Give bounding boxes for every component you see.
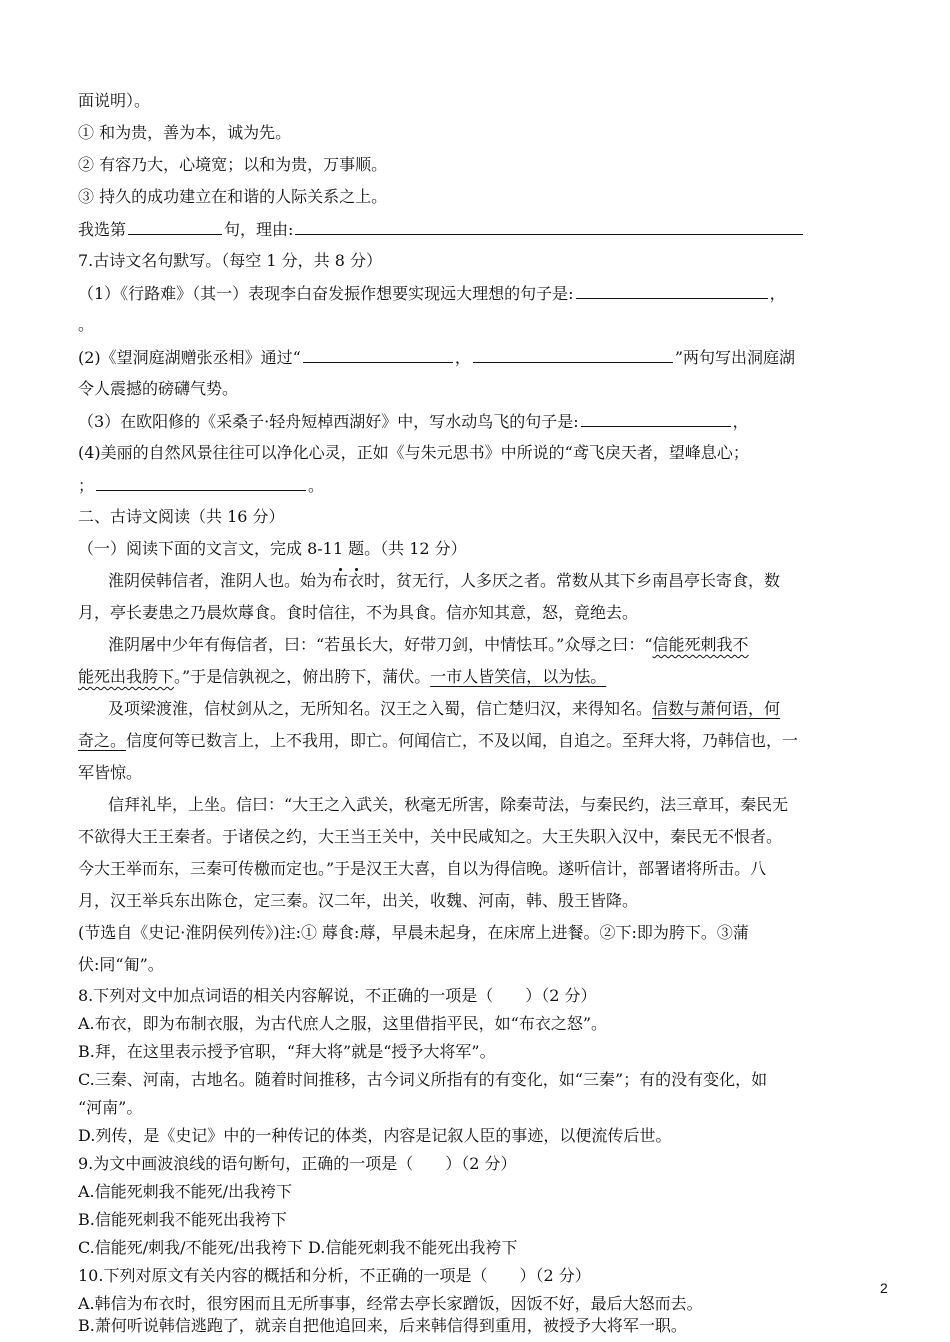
- passage-para-4-l3: [78, 854, 878, 884]
- q7-item-1: [78, 278, 878, 308]
- wavy-underlined-text: 信能死刺我不: [652, 635, 749, 654]
- answer-blank[interactable]: [295, 214, 803, 235]
- passage-para-2: [78, 630, 878, 660]
- q7-item-3: [78, 406, 878, 436]
- q10-option-a: A.韩信为布衣时，很穷困而且无所事事，经常去亭长家蹭饭，因饭不好，最后大怒而去。: [78, 1294, 703, 1313]
- text: 月，亭长妻患之乃晨炊蓐食。食时信往，不为具食。信亦知其意，怒，竟绝去。: [78, 603, 639, 622]
- underlined-text: 信数与萧何语，何: [652, 699, 781, 718]
- text: 淮阴侯韩信者，淮阴人也。始为: [108, 571, 333, 590]
- wavy-underlined-text: 能死出我胯下: [78, 667, 175, 686]
- q7-item-2-cont: [78, 374, 878, 404]
- q8-option-d: [78, 1122, 878, 1150]
- text: 10.下列对原文有关内容的概括和分析，不正确的一项是（ ）（2 分）: [78, 1266, 591, 1285]
- text: D.列传，是《史记》中的一种传记的体类，内容是记叙人臣的事迹，以便流传后世。: [78, 1126, 672, 1145]
- text: ① 和为贵，善为本，诚为先。: [78, 123, 292, 142]
- text: 信度何等已数言上，上不我用，即亡。何闻信亡，不及以闻，自追之。至拜大将，乃韩信也，一: [126, 731, 799, 750]
- text: C.三秦、河南，古地名。随着时间推移，古今词义所指有的有变化，如“三秦”；有的没有变化，如: [78, 1070, 768, 1089]
- text: 8.下列对文中加点词语的相关内容解说，不正确的一项是（ ）（2 分）: [78, 986, 597, 1005]
- q9-option-cd: [78, 1234, 878, 1262]
- q6-option-3: [78, 182, 878, 212]
- text: ③ 持久的成功建立在和谐的人际关系之上。: [78, 187, 388, 206]
- text: 时，贫无行，人多厌之者。常数从其下乡南昌亭长寄食，数: [364, 571, 781, 590]
- answer-blank[interactable]: [128, 214, 222, 235]
- passage-para-1-cont: [78, 598, 878, 628]
- text: “河南”。: [78, 1098, 143, 1117]
- dotted-word: 衣: [348, 571, 365, 590]
- text: (4)美丽的自然风景往往可以净化心灵，正如《与朱元思书》中所说的“鸢飞戾天者，望峰息心；: [78, 443, 749, 462]
- text: 面说明）。: [78, 91, 151, 110]
- q10-option-b: B.萧何听说韩信逃跑了，就亲自把他追回来，后来韩信得到重用，被授予大将军一职。: [78, 1316, 687, 1335]
- text: 7.古诗文名句默写。（每空 1 分，共 8 分）: [78, 251, 382, 270]
- q8-option-c: [78, 1066, 878, 1094]
- q9-title: [78, 1150, 878, 1178]
- text: 我选第: [78, 220, 127, 239]
- passage-para-4-l4: [78, 886, 878, 916]
- text: 信拜礼毕，上坐。信曰：“大王之入武关，秋毫无所害，除秦苛法，与秦民约，法三章耳，秦民无: [108, 795, 789, 814]
- answer-blank[interactable]: [576, 278, 768, 299]
- q7-item-2: [78, 342, 878, 372]
- text: 。: [78, 315, 95, 334]
- text: ；: [78, 476, 95, 495]
- underlined-text: 奇之。: [78, 731, 127, 750]
- q6-tail-line: [78, 86, 878, 116]
- text: ，: [769, 284, 786, 303]
- passage-para-3-cont: [78, 726, 878, 756]
- page-number: 2: [880, 1280, 888, 1296]
- answer-blank[interactable]: [473, 342, 673, 363]
- text: A.信能死刺我不能死/出我袴下: [78, 1182, 293, 1201]
- text: 令人震撼的磅礴气势。: [78, 379, 239, 398]
- text: C.信能死/刺我/不能死/出我袴下 D.信能死刺我不能死出我袴下: [78, 1238, 518, 1257]
- text: （3）在欧阳修的《采桑子·轻舟短棹西湖好》中，写水动鸟飞的句子是:: [78, 412, 579, 431]
- q8-option-a: [78, 1010, 878, 1038]
- q9-option-a: [78, 1178, 878, 1206]
- text: 今大王举而东，三秦可传檄而定也。”于是汉王大喜，自以为得信晚。遂听信计，部署诸将所击。八: [78, 859, 767, 878]
- text: B.拜，在这里表示授予官职，“拜大将”就是“授予大将军”。: [78, 1042, 496, 1061]
- passage-para-2-cont: [78, 662, 878, 692]
- section-2-title: [78, 502, 878, 532]
- text: ”两句写出洞庭湖: [674, 348, 796, 367]
- text: B.信能死刺我不能死出我袴下: [78, 1210, 287, 1229]
- q8-option-c-cont: [78, 1094, 878, 1122]
- text: 军皆惊。: [78, 763, 143, 782]
- q6-option-1: [78, 118, 878, 148]
- text: （一）阅读下面的文言文，完成 8-11 题。（共 12 分）: [78, 539, 467, 558]
- q8-title: [78, 982, 878, 1010]
- text: 淮阴屠中少年有侮信者，曰：“若虽长大，好带刀剑，中情怯耳。”众辱之曰：“: [108, 635, 653, 654]
- answer-blank[interactable]: [96, 470, 306, 491]
- text: 及项梁渡淮，信杖剑从之，无所知名。汉王之入蜀，信亡楚归汉，来得知名。: [108, 699, 653, 718]
- text: 9.为文中画波浪线的语句断句，正确的一项是（ ）（2 分）: [78, 1154, 517, 1173]
- answer-blank[interactable]: [581, 406, 731, 427]
- passage-note: [78, 918, 878, 948]
- q7-item-4-cont: [78, 470, 878, 500]
- text: 二、古诗文阅读（共 16 分）: [78, 507, 285, 526]
- q10-title: [78, 1262, 878, 1290]
- section-2-subtitle: [78, 534, 878, 564]
- q6-option-2: [78, 150, 878, 180]
- text: （1）《行路难》（其一）表现李白奋发振作想要实现远大理想的句子是:: [78, 284, 574, 303]
- passage-para-4: [78, 790, 878, 820]
- text: 。”于是信孰视之，俯出胯下，蒲伏。: [174, 667, 431, 686]
- text: 月，汉王举兵东出陈仓，定三秦。汉二年，出关，收魏、河南，韩、殷王皆降。: [78, 891, 639, 910]
- q6-answer-line: [78, 214, 878, 244]
- text: A.布衣，即为布制衣服，为古代庶人之服，这里借指平民，如“布衣之怒”。: [78, 1014, 608, 1033]
- passage-para-3-end: [78, 758, 878, 788]
- q7-item-4: [78, 438, 878, 468]
- text: (2)《望洞庭湖赠张丞相》通过“: [78, 348, 301, 367]
- text: 。: [308, 476, 325, 495]
- text: 伏:同“匍”。: [78, 955, 164, 974]
- text: ，: [732, 412, 749, 431]
- q7-title: [78, 246, 878, 276]
- text: 句，理由:: [224, 220, 294, 239]
- q8-option-b: [78, 1038, 878, 1066]
- passage-note-cont: [78, 950, 878, 980]
- underlined-text: 一市人皆笑信，以为怯。: [430, 667, 607, 686]
- passage-para-1: [78, 566, 878, 596]
- text: ② 有容乃大，心境宽；以和为贵，万事顺。: [78, 155, 388, 174]
- dotted-word: 布: [332, 571, 349, 590]
- text: 不欲得大王王秦者。于诸侯之约，大王当王关中，关中民咸知之。大王失职入汉中，秦民无不恨者。: [78, 827, 783, 846]
- text: (节选自《史记·淮阴侯列传》)注:① 蓐食:蓐，早晨未起身，在床席上进餐。②下:即为胯下。③蒲: [78, 923, 749, 942]
- answer-blank[interactable]: [303, 342, 453, 363]
- q7-item-1-cont: [78, 310, 878, 340]
- passage-para-3: [78, 694, 878, 724]
- passage-para-4-l2: [78, 822, 878, 852]
- q9-option-b: [78, 1206, 878, 1234]
- text: ，: [454, 348, 471, 367]
